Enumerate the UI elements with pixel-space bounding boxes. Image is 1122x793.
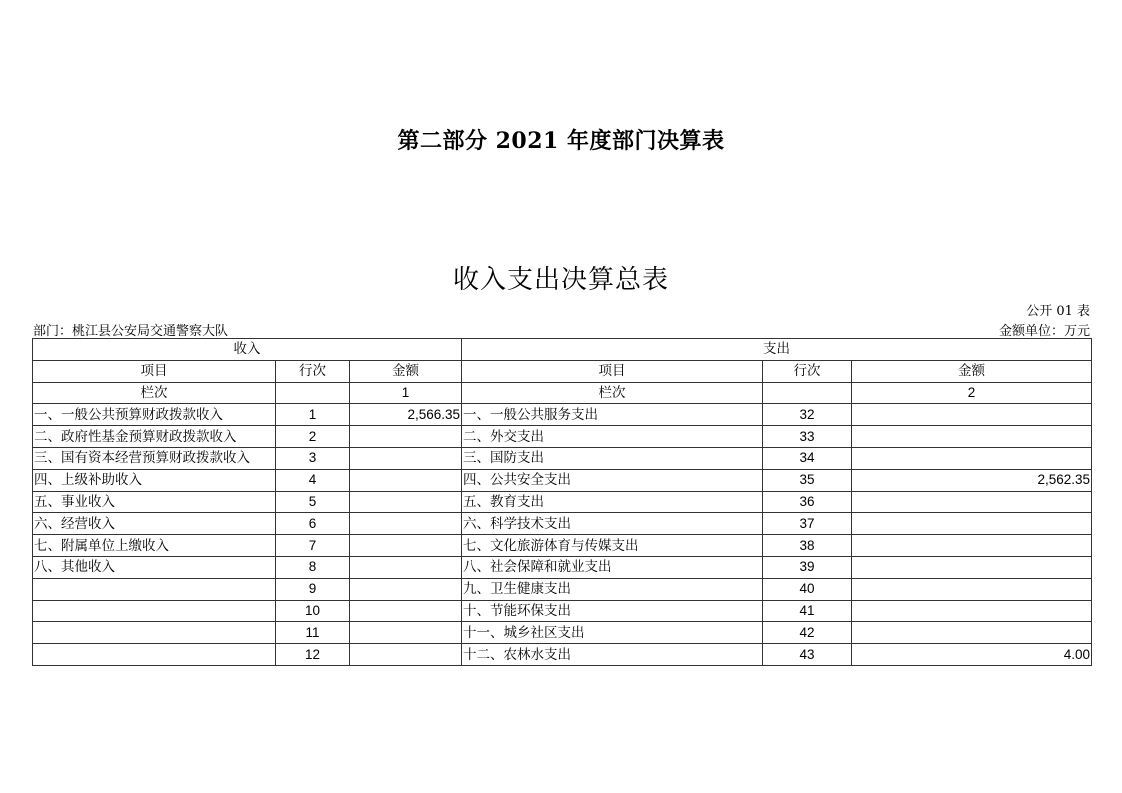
- expense-line-cell: 33: [763, 426, 852, 448]
- income-amount-cell: [350, 622, 462, 644]
- income-line-cell: 7: [276, 535, 350, 557]
- table-row: [33, 535, 1092, 557]
- expense-line-cell: 38: [763, 535, 852, 557]
- expense-line-cell: 39: [763, 556, 852, 578]
- expense-amount-cell: [852, 535, 1092, 557]
- expense-line-cell: 36: [763, 491, 852, 513]
- income-line-cell: 12: [276, 644, 350, 666]
- table-row: [33, 556, 1092, 578]
- expense-line-header: 行次: [763, 360, 852, 382]
- income-item-cell: [33, 600, 276, 622]
- expense-amount-cell: [852, 600, 1092, 622]
- income-amount-cell: [350, 556, 462, 578]
- income-amount-cell: [350, 469, 462, 491]
- expense-line-cell: 40: [763, 578, 852, 600]
- income-line-header: 行次: [276, 360, 350, 382]
- expense-item-cell: 六、科学技术支出: [462, 513, 763, 535]
- expense-item-cell: 一、一般公共服务支出: [462, 404, 763, 426]
- expense-amount-cell: [852, 491, 1092, 513]
- income-item-cell: 六、经营收入: [33, 513, 276, 535]
- expense-amount-cell: 4.00: [852, 644, 1092, 666]
- form-code: 公开 01 表: [1026, 304, 1090, 319]
- table-row: [33, 513, 1092, 535]
- expense-amount-cell: 2,562.35: [852, 469, 1092, 491]
- expense-amount-cell: [852, 404, 1092, 426]
- expense-line-cell: 34: [763, 447, 852, 469]
- income-item-header: 项目: [33, 360, 276, 382]
- expense-item-cell: 八、社会保障和就业支出: [462, 556, 763, 578]
- expense-line-cell: 43: [763, 644, 852, 666]
- column-index-row: [33, 382, 1092, 404]
- expense-line-cell: 41: [763, 600, 852, 622]
- expense-item-cell: 七、文化旅游体育与传媒支出: [462, 535, 763, 557]
- income-amount-cell: [350, 491, 462, 513]
- expense-item-cell: 十一、城乡社区支出: [462, 622, 763, 644]
- table-row: [33, 404, 1092, 426]
- amount-unit-label: 金额单位：万元: [998, 324, 1090, 339]
- income-item-cell: 三、国有资本经营预算财政拨款收入: [33, 447, 276, 469]
- income-amount-cell: [350, 600, 462, 622]
- table-row: [33, 578, 1092, 600]
- income-header: 收入: [33, 339, 462, 361]
- income-line-cell: 2: [276, 426, 350, 448]
- income-item-cell: 八、其他收入: [33, 556, 276, 578]
- expense-amount-cell: [852, 556, 1092, 578]
- income-item-cell: [33, 644, 276, 666]
- expense-item-cell: 四、公共安全支出: [462, 469, 763, 491]
- income-line-cell: 9: [276, 578, 350, 600]
- income-line-cell: 10: [276, 600, 350, 622]
- expense-amount-cell: [852, 622, 1092, 644]
- income-line-cell: 1: [276, 404, 350, 426]
- income-index-label: 栏次: [33, 382, 276, 404]
- expense-item-header: 项目: [462, 360, 763, 382]
- income-amount-cell: [350, 426, 462, 448]
- expense-index-value: 2: [852, 382, 1092, 404]
- expense-amount-cell: [852, 578, 1092, 600]
- expense-line-cell: 32: [763, 404, 852, 426]
- expense-line-cell: 35: [763, 469, 852, 491]
- income-line-cell: 5: [276, 491, 350, 513]
- income-item-cell: 一、一般公共预算财政拨款收入: [33, 404, 276, 426]
- expense-item-cell: 十二、农林水支出: [462, 644, 763, 666]
- table-row: [33, 469, 1092, 491]
- income-expense-table: [32, 338, 1092, 666]
- expense-amount-cell: [852, 513, 1092, 535]
- expense-amount-cell: [852, 426, 1092, 448]
- department-label: 部门：桃江县公安局交通警察大队: [33, 324, 229, 339]
- income-item-cell: 二、政府性基金预算财政拨款收入: [33, 426, 276, 448]
- income-item-cell: 四、上级补助收入: [33, 469, 276, 491]
- expense-header: 支出: [462, 339, 1092, 361]
- income-index-value: 1: [350, 382, 462, 404]
- column-header-row: [33, 360, 1092, 382]
- expense-line-cell: 42: [763, 622, 852, 644]
- table-row: [33, 644, 1092, 666]
- income-amount-cell: [350, 644, 462, 666]
- income-line-cell: 4: [276, 469, 350, 491]
- expense-amount-cell: [852, 447, 1092, 469]
- table-row: [33, 426, 1092, 448]
- income-line-cell: 8: [276, 556, 350, 578]
- expense-item-cell: 九、卫生健康支出: [462, 578, 763, 600]
- income-item-cell: 七、附属单位上缴收入: [33, 535, 276, 557]
- income-item-cell: 五、事业收入: [33, 491, 276, 513]
- income-line-cell: 3: [276, 447, 350, 469]
- expense-item-cell: 十、节能环保支出: [462, 600, 763, 622]
- table-row: [33, 447, 1092, 469]
- income-amount-cell: [350, 513, 462, 535]
- income-amount-cell: [350, 578, 462, 600]
- expense-index-label: 栏次: [462, 382, 763, 404]
- table-row: [33, 600, 1092, 622]
- income-amount-cell: [350, 447, 462, 469]
- expense-item-cell: 五、教育支出: [462, 491, 763, 513]
- income-amount-header: 金额: [350, 360, 462, 382]
- table-row: [33, 622, 1092, 644]
- income-index-line: [276, 382, 350, 404]
- income-item-cell: [33, 622, 276, 644]
- income-amount-cell: 2,566.35: [350, 404, 462, 426]
- income-item-cell: [33, 578, 276, 600]
- expense-index-line: [763, 382, 852, 404]
- part-title: 第二部分 2021 年度部门决算表: [397, 128, 725, 154]
- table-title: 收入支出决算总表: [452, 265, 669, 295]
- expense-line-cell: 37: [763, 513, 852, 535]
- section-header-row: [33, 339, 1092, 361]
- income-line-cell: 11: [276, 622, 350, 644]
- income-line-cell: 6: [276, 513, 350, 535]
- income-amount-cell: [350, 535, 462, 557]
- expense-item-cell: 二、外交支出: [462, 426, 763, 448]
- expense-amount-header: 金额: [852, 360, 1092, 382]
- expense-item-cell: 三、国防支出: [462, 447, 763, 469]
- table-row: [33, 491, 1092, 513]
